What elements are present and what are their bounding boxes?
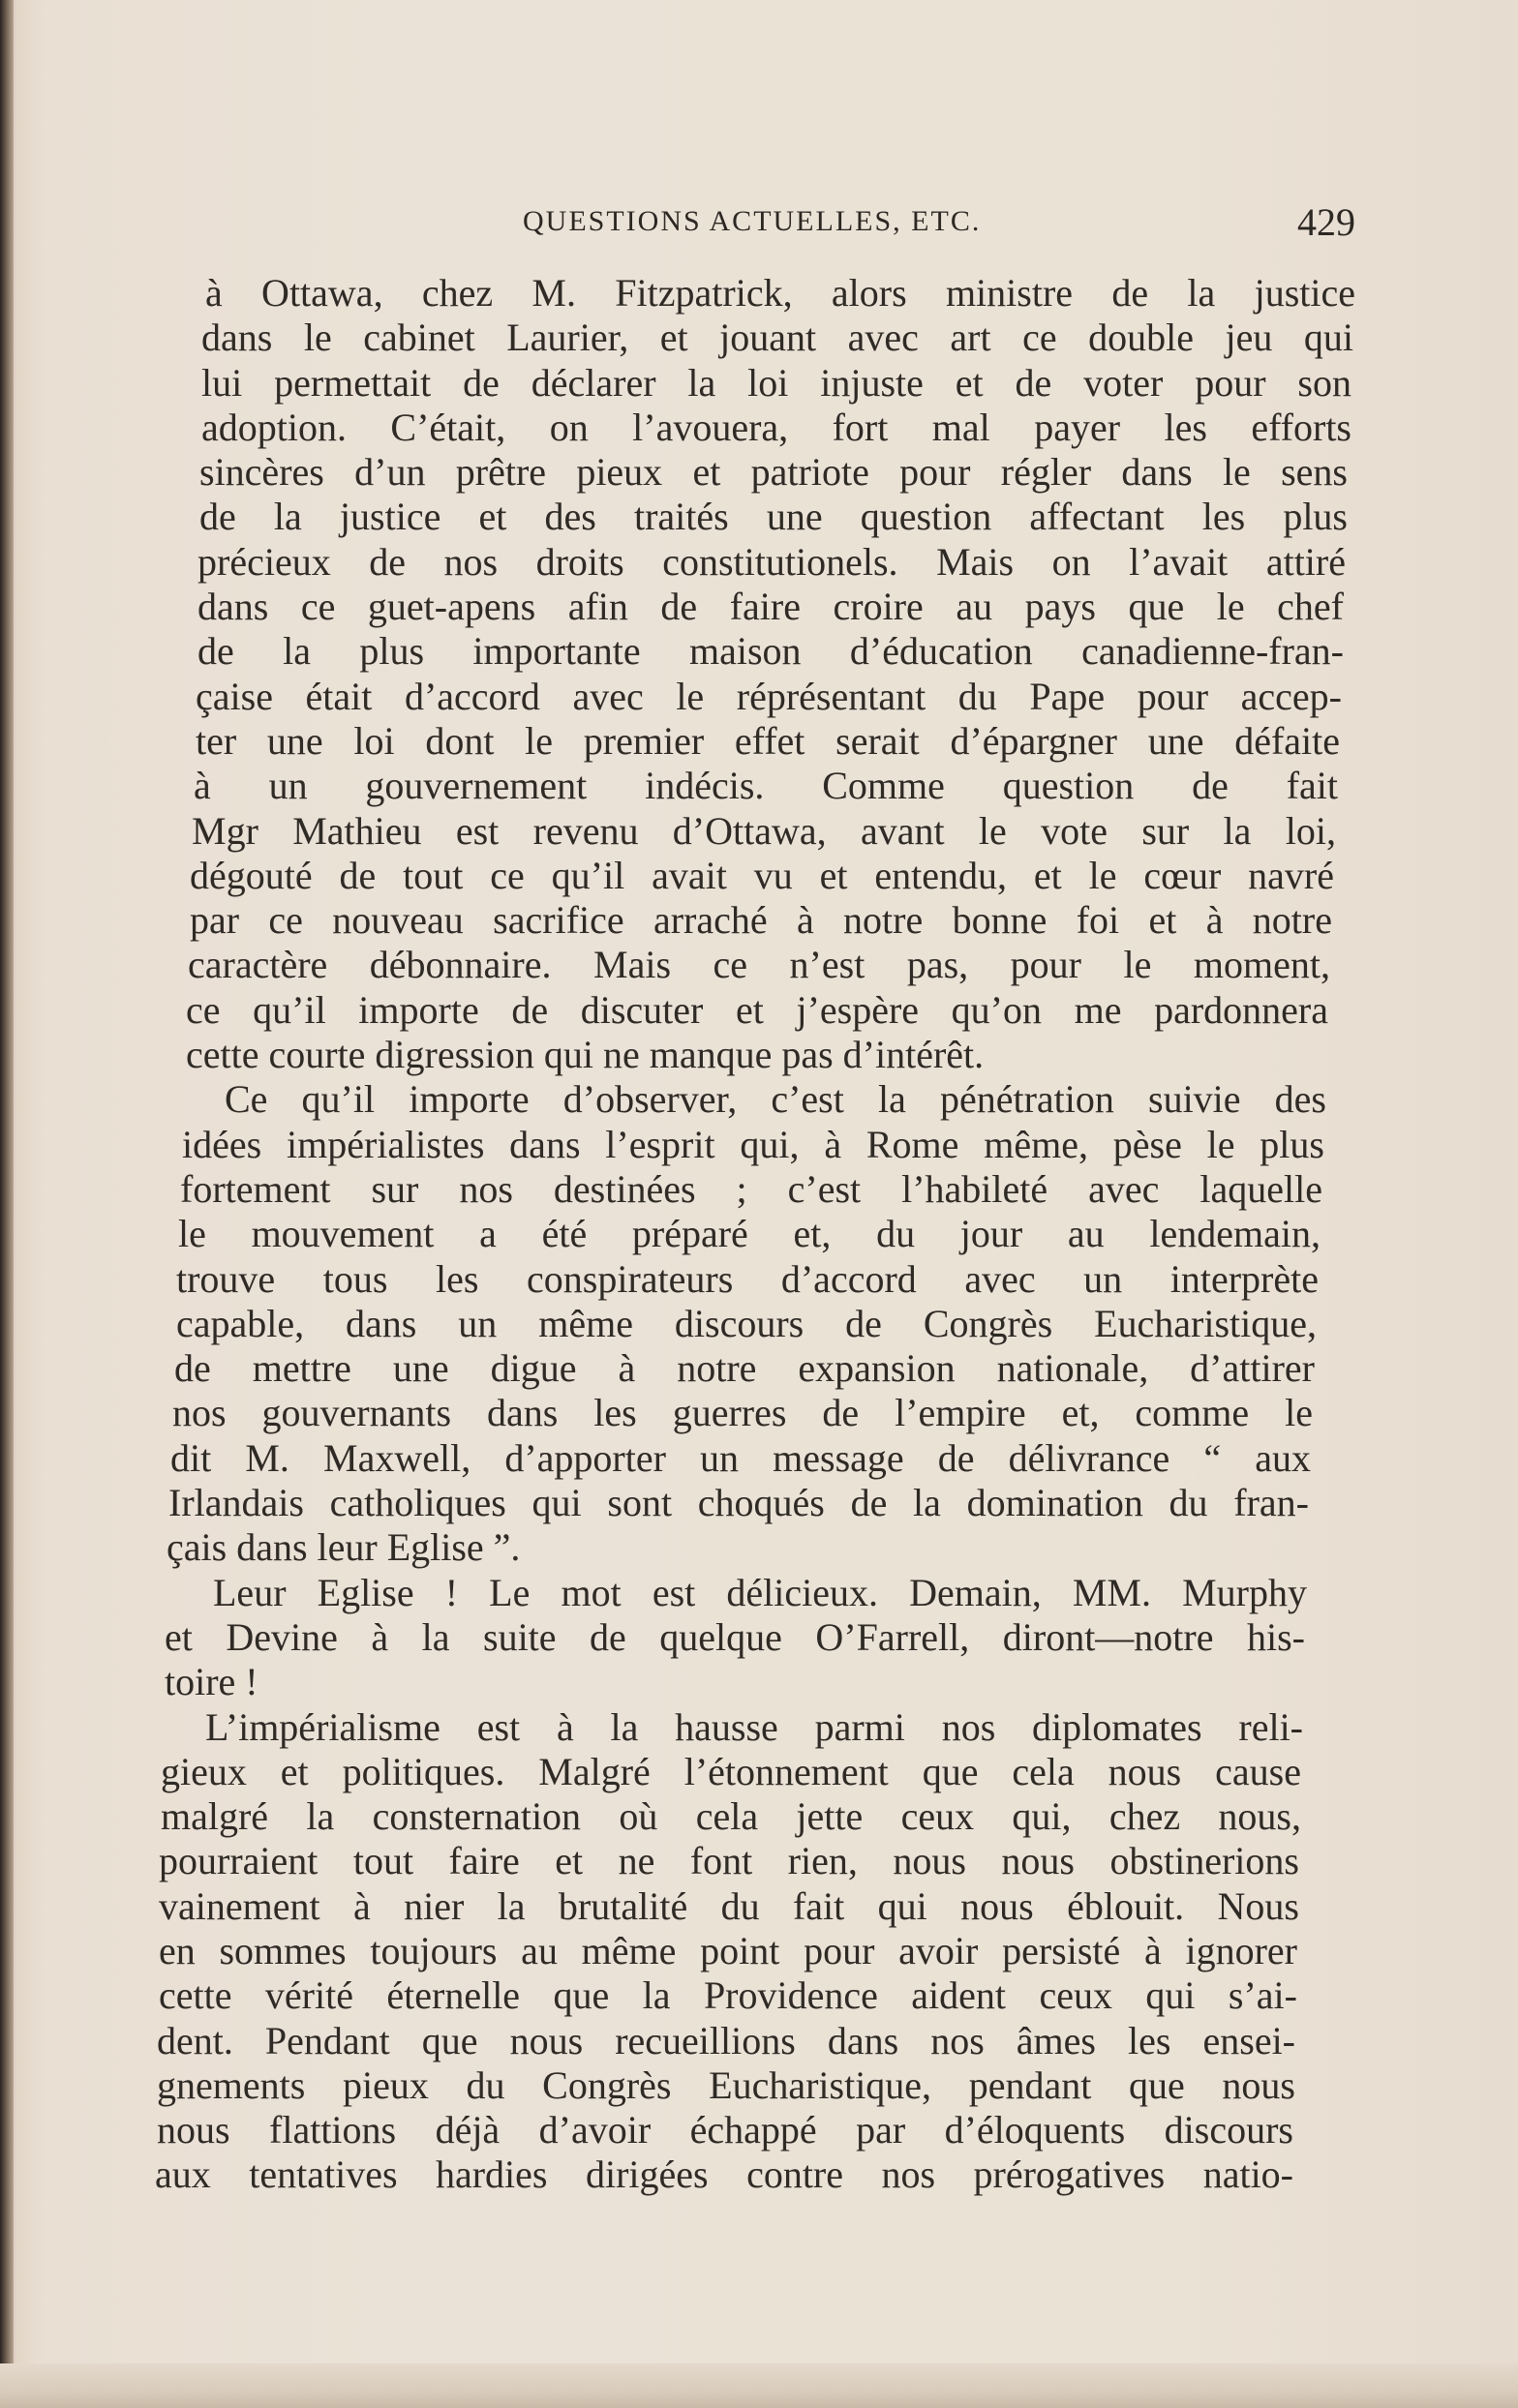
text-line: Irlandais catholiques qui sont choqués de la domination du fran- bbox=[168, 1481, 1309, 1525]
text-line: vainement à nier la brutalité du fait qui nous éblouit. Nous bbox=[159, 1883, 1299, 1928]
text-line: dans ce guet-apens afin de faire croire au pays que le chef bbox=[197, 585, 1344, 629]
text-line: toire ! bbox=[165, 1660, 258, 1704]
text-line: et Devine à la suite de quelque O’Farrell, diront—notre his- bbox=[165, 1614, 1305, 1659]
text-line: nos gouvernants dans les guerres de l’empire et, comme le bbox=[172, 1391, 1313, 1435]
text-line: à Ottawa, chez M. Fitzpatrick, alors ministre de la justice bbox=[205, 271, 1355, 315]
text-line: caractère débonnaire. Mais ce n’est pas, pour le moment, bbox=[188, 943, 1330, 987]
text-line: idées impérialistes dans l’esprit qui, à Rome même, pèse le plus bbox=[182, 1122, 1324, 1166]
text-line: à un gouvernement indécis. Comme question de fait bbox=[194, 764, 1338, 808]
text-line: dit M. Maxwell, d’apporter un message de délivrance “ aux bbox=[170, 1435, 1311, 1480]
text-line: lui permettait de déclarer la loi injuste et de voter pour son bbox=[201, 360, 1351, 405]
text-line: pourraient tout faire et ne font rien, nous nous obstinerions bbox=[159, 1839, 1299, 1883]
text-line: par ce nouveau sacrifice arraché à notre bonne foi et à notre bbox=[190, 898, 1332, 943]
text-line: gieux et politiques. Malgré l’étonnement que cela nous cause bbox=[161, 1749, 1301, 1793]
text-line: capable, dans un même discours de Congrès Eucharistique, bbox=[176, 1301, 1317, 1345]
page-number: 429 bbox=[1297, 200, 1355, 244]
text-line: çais dans leur Eglise ”. bbox=[167, 1525, 521, 1570]
text-line: adoption. C’était, on l’avouera, fort mal payer les efforts bbox=[201, 405, 1351, 449]
page-header bbox=[194, 199, 1355, 257]
text-line: dégouté de tout ce qu’il avait vu et entendu, et le cœur navré bbox=[190, 853, 1334, 897]
text-line: gnements pieux du Congrès Eucharistique, pendant que nous bbox=[157, 2062, 1295, 2107]
running-title: QUESTIONS ACTUELLES, ETC. bbox=[523, 205, 982, 237]
text-line: fortement sur nos destinées ; c’est l’habileté avec laquelle bbox=[180, 1166, 1322, 1211]
text-line: L’impérialisme est à la hausse parmi nos diplomates reli- bbox=[205, 1704, 1303, 1749]
text-line: cette courte digression qui ne manque pas d’intérêt. bbox=[186, 1033, 985, 1077]
text-line: précieux de nos droits constitutionels. Mais on l’avait attiré bbox=[197, 539, 1346, 584]
page-bottom-edge bbox=[0, 2363, 1518, 2408]
text-line: ter une loi dont le premier effet serait d’épargner une défaite bbox=[196, 718, 1340, 763]
body-text bbox=[0, 271, 1518, 2198]
text-line: dent. Pendant que nous recueillions dans nos âmes les ensei- bbox=[157, 2018, 1295, 2062]
text-line: de la justice et des traités une question affectant les plus bbox=[199, 495, 1348, 539]
text-line: Mgr Mathieu est revenu d’Ottawa, avant le vote sur la loi, bbox=[192, 808, 1336, 853]
text-line: dans le cabinet Laurier, et jouant avec art ce double jeu qui bbox=[201, 316, 1353, 360]
text-line: en sommes toujours au même point pour avoir persisté à ignorer bbox=[159, 1928, 1297, 1972]
text-line: aux tentatives hardies dirigées contre nos prérogatives natio- bbox=[155, 2152, 1293, 2197]
text-line: nous flattions déjà d’avoir échappé par d’éloquents discours bbox=[157, 2108, 1293, 2152]
text-line: sincères d’un prêtre pieux et patriote pour régler dans le sens bbox=[199, 450, 1348, 495]
text-line: le mouvement a été préparé et, du jour au lendemain, bbox=[178, 1212, 1321, 1256]
text-line: de mettre une digue à notre expansion nationale, d’attirer bbox=[174, 1346, 1315, 1391]
text-line: de la plus importante maison d’éducation canadienne-fran- bbox=[197, 629, 1344, 674]
text-line: ce qu’il importe de discuter et j’espère qu’on me pardonnera bbox=[186, 987, 1328, 1032]
text-line: Leur Eglise ! Le mot est délicieux. Demain, MM. Murphy bbox=[213, 1570, 1307, 1614]
text-line: çaise était d’accord avec le réprésentant du Pape pour accep- bbox=[196, 674, 1342, 718]
text-line: cette vérité éternelle que la Providence aident ceux qui s’ai- bbox=[159, 1973, 1297, 2018]
text-line: Ce qu’il importe d’observer, c’est la pénétration suivie des bbox=[225, 1077, 1326, 1122]
text-line: trouve tous les conspirateurs d’accord avec un interprète bbox=[176, 1256, 1319, 1301]
text-line: malgré la consternation où cela jette ceux qui, chez nous, bbox=[161, 1794, 1301, 1839]
